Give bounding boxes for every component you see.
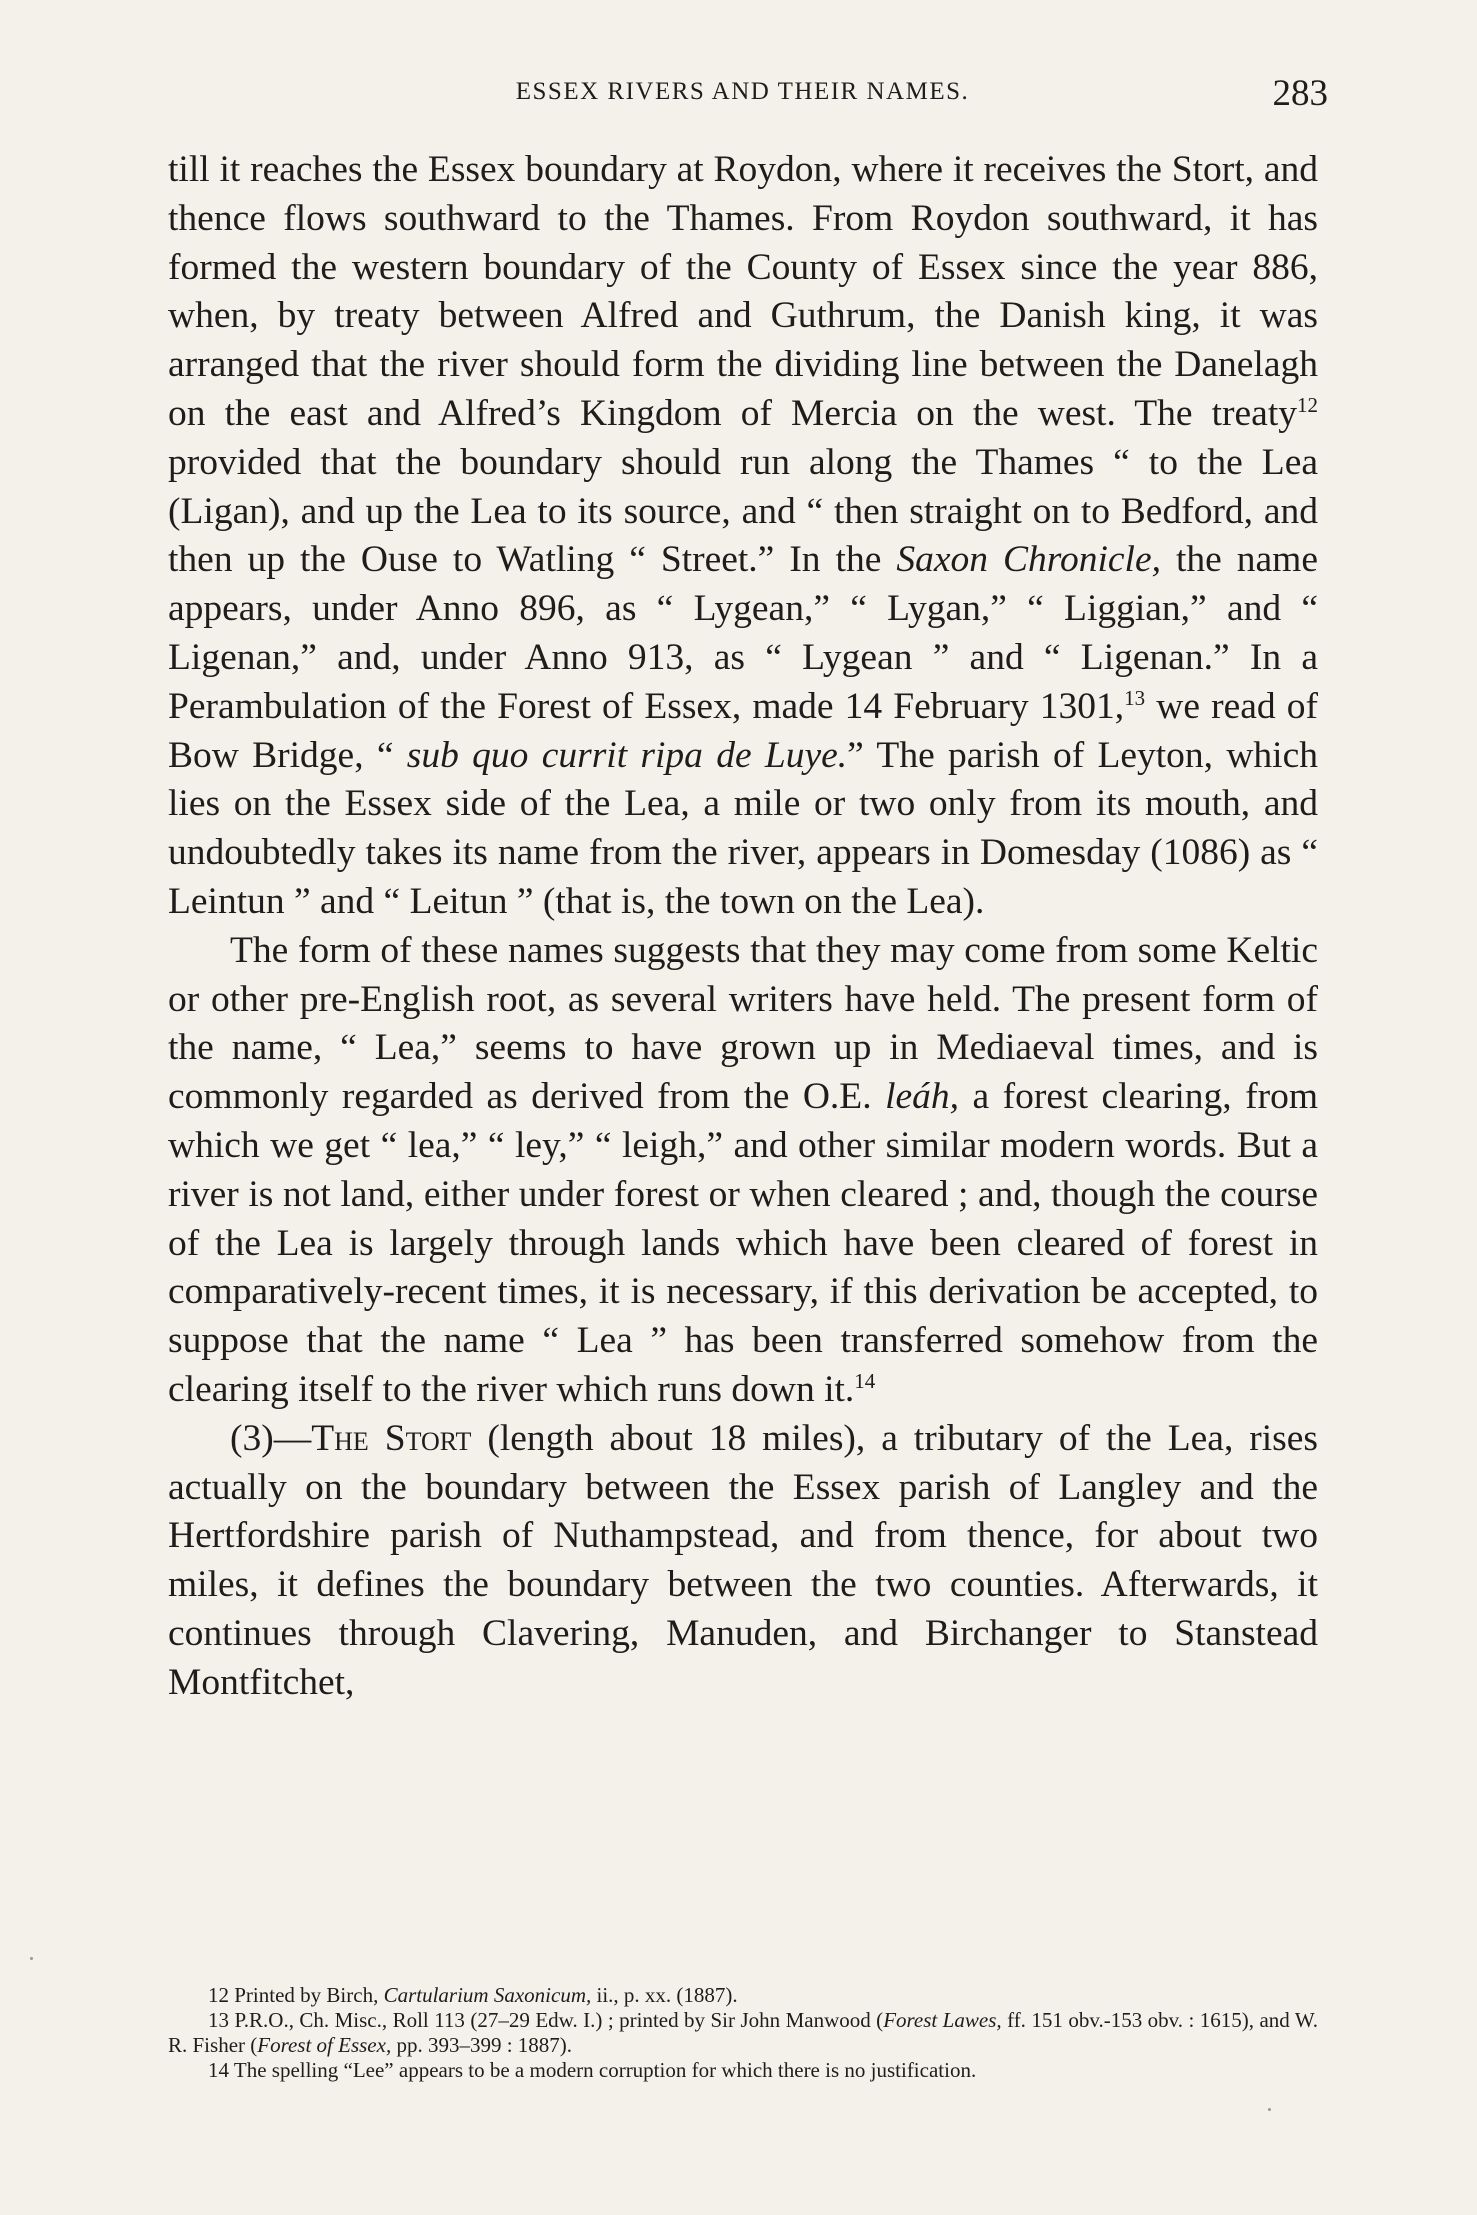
text-run: The form of these names suggests that they may come from some Keltic or other pre-English root, as several writers have held. The present form of the name, “ Lea,” seems to have grown up in Mediaeval times, and is commonly regarded as derived from the O.E.	[168, 929, 1318, 1118]
text-run: pp. 393–399 : 1887).	[391, 2033, 573, 2057]
running-head	[165, 73, 1328, 114]
footnote-12	[168, 1983, 1318, 2008]
text-run: 12 Printed by Birch,	[208, 1983, 384, 2007]
italic-word: leáh,	[885, 1076, 960, 1118]
italic-title: Saxon Chronicle,	[896, 539, 1161, 581]
footnote-ref-13: 13	[1124, 685, 1146, 710]
paper-speck	[30, 1957, 33, 1960]
footnote-ref-14: 14	[854, 1368, 876, 1393]
italic-title: Cartularium Saxonicum,	[383, 1983, 592, 2007]
page-number: 283	[1272, 73, 1328, 114]
running-title: ESSEX RIVERS AND THEIR NAMES.	[515, 78, 970, 105]
text-run: ” The parish of Leyton, which lies on the Essex side of the Lea, a mile or two only from its mouth, and undoubtedly takes its name from the river, appears in Domesday (1086) as “ Leintun ” and “ Leitun ” (that is, the town on the Lea).	[168, 734, 1318, 922]
river-name-heading: The Stort	[311, 1417, 472, 1459]
footnote-14	[168, 2058, 1318, 2083]
footnote-ref-12: 12	[1297, 392, 1318, 417]
paragraph-name-origin	[168, 927, 1318, 1415]
footnotes	[168, 1983, 1318, 2083]
paper-speck	[1268, 2108, 1271, 2111]
text-run: ff. 151 obv.-153 obv. : 1615), and W. R. Fisher (	[168, 2008, 1319, 2057]
italic-latin-quote: sub quo currit ripa de Luye.	[406, 734, 848, 776]
text-run: the name appears, under Anno 896, as “ Lygean,” “ Lygan,” “ Liggian,” and “ Ligenan,” and, under Anno 913, as “ Lygean ” and “ Ligenan.” In a Perambulation of the Forest of Essex, made 14 February 1301,	[168, 539, 1318, 727]
text-run: 14 The spelling “Lee” appears to be a modern corruption for which there is no justification.	[208, 2058, 977, 2082]
footnote-13	[168, 2008, 1318, 2058]
paragraph-stort	[168, 1415, 1318, 1708]
text-run: provided that the boundary should run along the Thames “ to the Lea (Ligan), and up the Lea to its source, and “ then straight on to Bedford, and then up the Ouse to Watling “ Street.” In the	[168, 441, 1318, 581]
body-text	[168, 146, 1318, 1708]
paragraph-lea-continued	[168, 146, 1318, 927]
italic-title: Forest Lawes,	[883, 2008, 1002, 2032]
italic-title: Forest of Essex,	[257, 2033, 392, 2057]
text-run: (length about 18 miles), a tributary of the Lea, rises actually on the boundary between the Essex parish of Langley and the Hertfordshire parish of Nuthampstead, and from thence, for about two miles, it defines the boundary between the two counties. Afterwards, it continues through Clavering, Manuden, and Birchanger to Stanstead Montfitchet,	[168, 1417, 1318, 1703]
text-run: till it reaches the Essex boundary at Roydon, where it receives the Stort, and thence flows southward to the Thames. From Roydon southward, it has formed the western boundary of the County of Essex since the year 886, when, by treaty between Alfred and Guthrum, the Danish king, it was arranged that the river should form the dividing line between the Danelagh on the east and Alfred’s Kingdom of Mercia on the west. The treaty	[168, 149, 1318, 434]
text-run: 13 P.R.O., Ch. Misc., Roll 113 (27–29 Edw. I.) ; printed by Sir John Manwood (	[208, 2008, 884, 2032]
text-run: we read of Bow Bridge, “	[168, 685, 1318, 776]
text-run: a forest clearing, from which we get “ lea,” “ ley,” “ leigh,” and other similar modern words. But a river is not land, either under forest or when cleared ; and, though the course of the Lea is largely through lands which have been cleared of forest in comparatively-recent times, it is necessary, if this derivation be accepted, to suppose that the name “ Lea ” has been transferred somehow from the clearing itself to the river which runs down it.	[168, 1076, 1318, 1410]
text-run: ii., p. xx. (1887).	[591, 1983, 738, 2007]
section-number: (3)—	[230, 1417, 312, 1459]
